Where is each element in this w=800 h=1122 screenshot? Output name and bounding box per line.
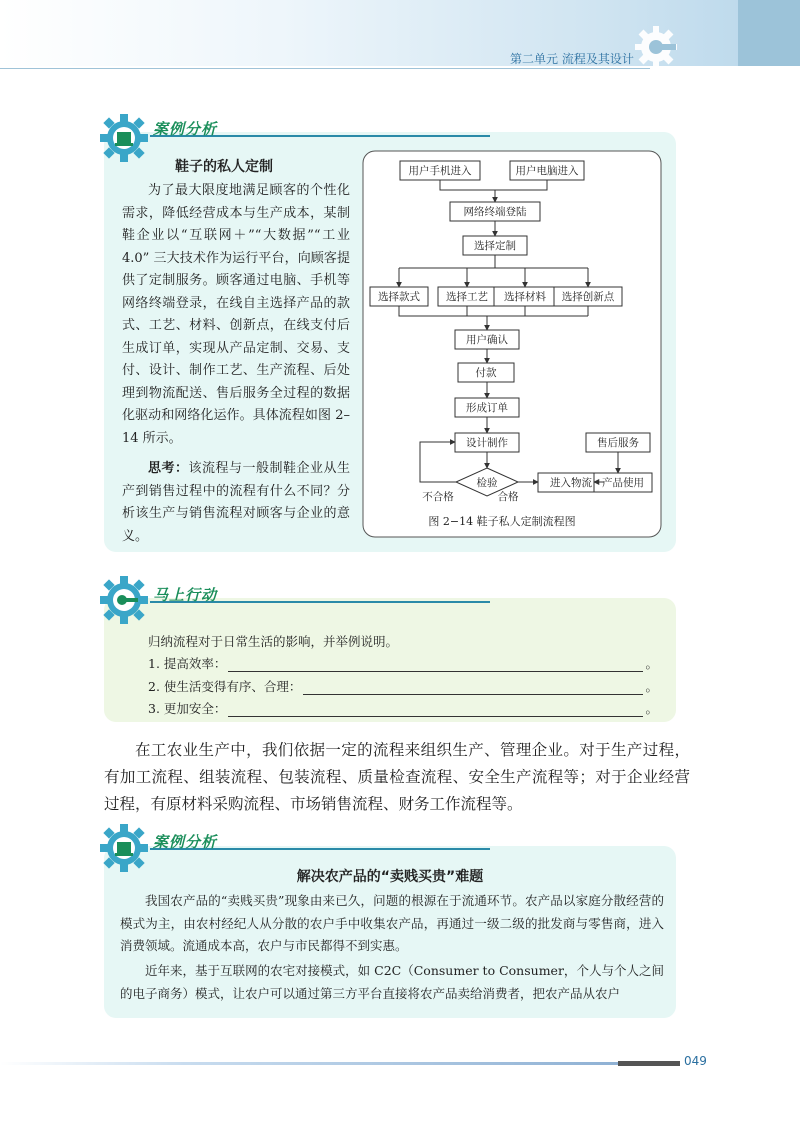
page-number: 049 (684, 1054, 707, 1068)
fail-label: 不合格 (422, 491, 454, 503)
flowchart-caption: 图 2−14 鞋子私人定制流程图 (428, 515, 576, 528)
action-item-2 (148, 677, 658, 695)
header-corner-block (738, 0, 800, 66)
think-label: 思考： (148, 461, 189, 476)
answer-line-1[interactable] (228, 657, 643, 672)
case2-paragraph-2: 近年来，基于互联网的农宅对接模式，如 C2C（Consumer to Consumer，个人与个人之间的电子商务）模式，让农户可以通过第三方平台直接将农产品卖给消费者，把农产品从农户 (120, 963, 664, 1001)
think-text: 该流程与一般制鞋企业从生产到销售过程中的流程有什么不同？分析该生产与销售流程对顾客与企业的意义。 (122, 461, 350, 544)
case2-title: 解决农产品的“卖贱买贵”难题 (296, 869, 484, 885)
node-inspect-label: 检验 (476, 477, 498, 489)
action-item-2-label: 2. 使生活变得有序、合理： (148, 679, 302, 694)
case-badge-label: 案例分析 (153, 120, 218, 138)
footer-rule (0, 1062, 618, 1065)
node-pc-label: 用户电脑进入 (515, 165, 579, 177)
node-use-label: 产品使用 (602, 477, 644, 489)
node-login-label: 网络终端登陆 (463, 206, 527, 218)
node-craft-label: 选择工艺 (446, 291, 488, 303)
node-phone-label: 用户手机进入 (408, 165, 472, 177)
period-1: 。 (645, 656, 658, 671)
header-rule (0, 68, 650, 69)
main-paragraph: 在工农业生产中，我们依据一定的流程来组织生产、管理企业。对于生产过程，有加工流程、组装流程、包装流程、质量检查流程、安全生产流程等；对于企业经营过程，有原材料采购流程、市场销售流程、财务工作流程等。 (104, 741, 690, 813)
answer-line-2[interactable] (303, 680, 643, 695)
node-style-label: 选择款式 (378, 291, 420, 303)
action-item-1 (148, 654, 658, 672)
node-custom-label: 选择定制 (474, 240, 516, 252)
case-body: 为了最大限度地满足顾客的个性化需求，降低经营成本与生产成本，某制鞋企业以“互联网＋”“大数据”“工业 4.0” 三大技术作为运行平台，向顾客提供了定制服务。顾客通过电脑、手机等网络终端登录，在线自主选择产品的款式、工艺、材料、创新点，在线支付后生成订单，实现从产品定制、交易、支付、设计、制作工艺、生产流程、后处理到物流配送、售后服务全过程的数据化驱动和网络化运作。具体流程如图 2–14 所示。 (122, 183, 350, 446)
case2-paragraph-1: 我国农产品的“卖贱买贵”现象由来已久，问题的根源在于流通环节。农产品以家庭分散经营的模式为主，由农村经纪人从分散的农户手中收集农产品，再通过一级二级的批发商与零售商，进入消费领域。流通成本高，农户与市民都得不到实惠。 (120, 893, 664, 953)
case-title: 鞋子的私人定制 (175, 159, 273, 175)
header-band (0, 0, 800, 66)
action-item-1-label: 1. 提高效率： (148, 656, 227, 671)
action-badge-label: 马上行动 (153, 586, 218, 604)
case2-badge-label: 案例分析 (153, 833, 218, 851)
period-2: 。 (645, 679, 658, 694)
action-item-3 (148, 699, 658, 717)
action-item-3-label: 3. 更加安全： (148, 701, 227, 716)
node-order-label: 形成订单 (466, 402, 508, 414)
node-material-label: 选择材料 (504, 291, 546, 303)
node-design-label: 设计制作 (466, 437, 508, 449)
action-intro: 归纳流程对于日常生活的影响，并举例说明。 (148, 634, 399, 649)
node-service-label: 售后服务 (597, 437, 639, 449)
node-confirm-label: 用户确认 (466, 334, 508, 346)
footer-dark-bar (618, 1061, 680, 1066)
pass-label: 合格 (497, 491, 519, 503)
answer-line-3[interactable] (228, 702, 643, 717)
node-logistics-label: 进入物流 (550, 477, 592, 489)
action-badge-gear-icon (98, 574, 150, 626)
unit-title: 第二单元 流程及其设计 (510, 52, 634, 66)
gear-icon (633, 24, 679, 70)
node-innov-label: 选择创新点 (561, 291, 615, 303)
period-3: 。 (645, 701, 658, 716)
case-badge-gear-icon (98, 112, 150, 164)
case-think (122, 458, 350, 548)
flowchart (362, 150, 662, 540)
node-pay-label: 付款 (475, 367, 497, 379)
